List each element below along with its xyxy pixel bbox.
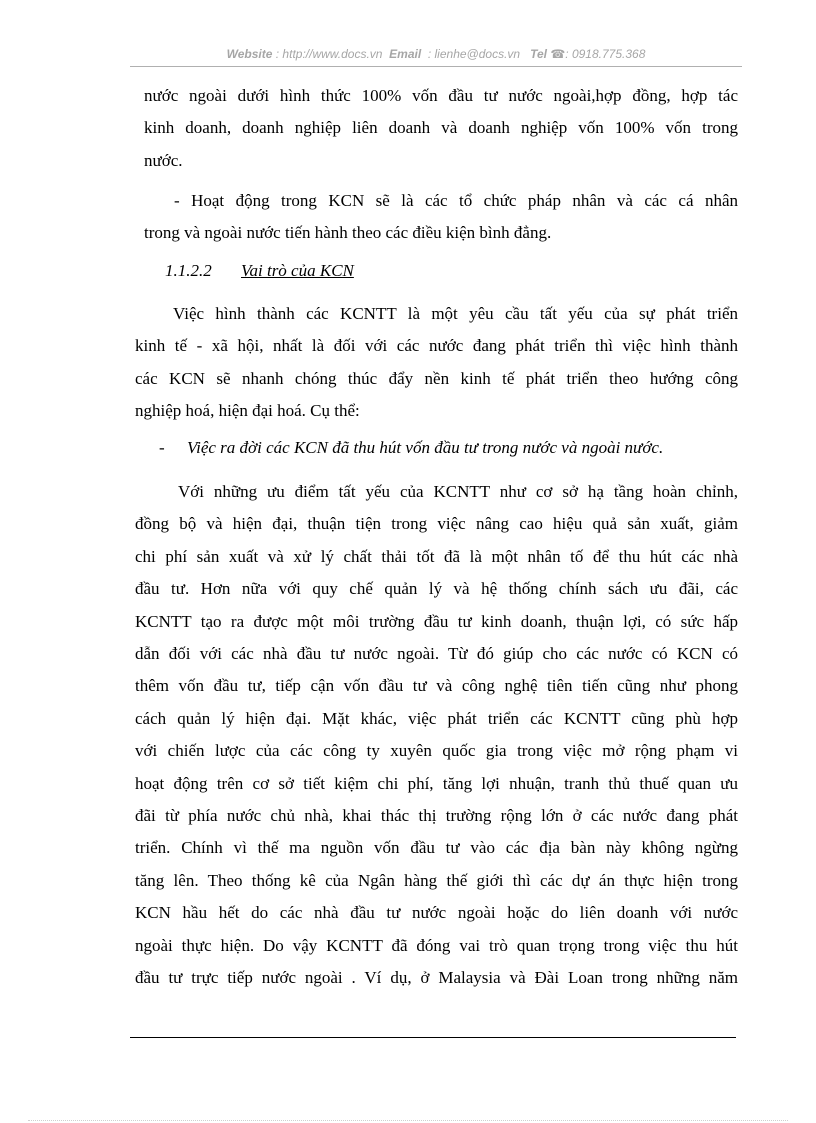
text-line: Việc hình thành các KCNTT là một yêu cầu tất yếu của sự phát triển xyxy=(173,304,738,323)
section-title: Vai trò của KCN xyxy=(241,261,354,280)
website-label: Website xyxy=(226,47,273,61)
text-line: KCN hầu hết do các nhà đầu tư nước ngoài hoặc do liên doanh với nước xyxy=(135,903,738,923)
text-line: đãi từ phía nước chủ nhà, khai thác thị trường rộng lớn ở các nước đang phát xyxy=(135,806,738,826)
text-line: dẫn đối với các nhà đầu tư nước ngoài. Từ đó giúp cho các nước có KCN có xyxy=(135,644,738,664)
paragraph-4 xyxy=(135,476,738,995)
text-line: triển. Chính vì thế ma nguồn vốn đầu tư vào các địa bàn này không ngừng xyxy=(135,838,738,858)
text-line: ngoài thực hiện. Do vậy KCNTT đã đóng vai trò quan trọng trong việc thu hút xyxy=(135,935,738,955)
text-line: nước ngoài dưới hình thức 100% vốn đầu tư nước ngoài,hợp đồng, hợp tác xyxy=(144,86,738,105)
text-line: chi phí sản xuất và xử lý chất thải tốt đã là một nhân tố để thu hút các nhà xyxy=(135,546,738,566)
text-line: nghiệp hoá, hiện đại hoá. Cụ thể: xyxy=(135,401,360,421)
text-line: đầu tư. Hơn nữa với quy chế quản lý và hệ thống chính sách ưu đãi, các xyxy=(135,579,738,599)
text-line: nước. xyxy=(144,150,183,170)
text-line: KCNTT tạo ra được một môi trường đầu tư kinh doanh, thuận lợi, có sức hấp xyxy=(135,611,738,631)
text-line: đầu tư trực tiếp nước ngoài . Ví dụ, ở Malaysia và Đài Loan trong những năm xyxy=(135,968,738,988)
paragraph-3 xyxy=(135,298,738,428)
text-line: trong và ngoài nước tiến hành theo các điều kiện bình đẳng. xyxy=(144,223,552,243)
text-line: - Hoạt động trong KCN sẽ là các tổ chức pháp nhân và các cá nhân xyxy=(174,191,738,210)
section-number: 1.1.2.2 xyxy=(165,261,212,280)
paragraph-1 xyxy=(135,80,738,177)
text-line: Với những ưu điểm tất yếu của KCNTT như cơ sở hạ tầng hoàn chỉnh, xyxy=(178,482,738,501)
tel-label: Tel xyxy=(530,47,547,61)
text-line: thêm vốn đầu tư, tiếp cận vốn đầu tư và công nghệ tiên tiến cũng như phong xyxy=(135,676,738,696)
section-heading xyxy=(165,261,354,281)
bullet-dash: - xyxy=(159,438,165,457)
email-value: : lienhe@docs.vn xyxy=(427,47,521,61)
text-line: cách quản lý hiện đại. Mặt khác, việc phát triển các KCNTT cũng phù hợp xyxy=(135,708,738,728)
paragraph-2 xyxy=(144,185,738,250)
page-header xyxy=(130,47,742,61)
text-line: đồng bộ và hiện đại, thuận tiện trong việc nâng cao hiệu quả sản xuất, giảm xyxy=(135,514,738,534)
page-edge xyxy=(28,1120,788,1121)
text-line: các KCN sẽ nhanh chóng thúc đẩy nền kinh tế phát triển theo hướng công xyxy=(135,368,738,388)
email-label: Email xyxy=(389,47,422,61)
text-line: tăng lên. Theo thống kê của Ngân hàng thế giới thì các dự án thực hiện trong xyxy=(135,870,738,890)
text-line: kinh tế - xã hội, nhất là đối với các nước đang phát triển thì việc hình thành xyxy=(135,336,738,356)
website-value: : http://www.docs.vn xyxy=(275,47,383,61)
footer-divider xyxy=(130,1037,736,1038)
bullet-item xyxy=(159,438,663,458)
text-line: hoạt động trên cơ sở tiết kiệm chi phí, tăng lợi nhuận, tranh thủ thuế quan ưu xyxy=(135,773,738,793)
header-divider xyxy=(130,66,742,67)
text-line: với chiến lược của các công ty xuyên quốc gia trong việc mở rộng phạm vi xyxy=(135,741,738,761)
bullet-text: Việc ra đời các KCN đã thu hút vốn đầu tư trong nước và ngoài nước. xyxy=(187,438,664,457)
tel-value: ☎: 0918.775.368 xyxy=(550,47,646,61)
text-line: kinh doanh, doanh nghiệp liên doanh và doanh nghiệp vốn 100% vốn trong xyxy=(144,118,738,138)
